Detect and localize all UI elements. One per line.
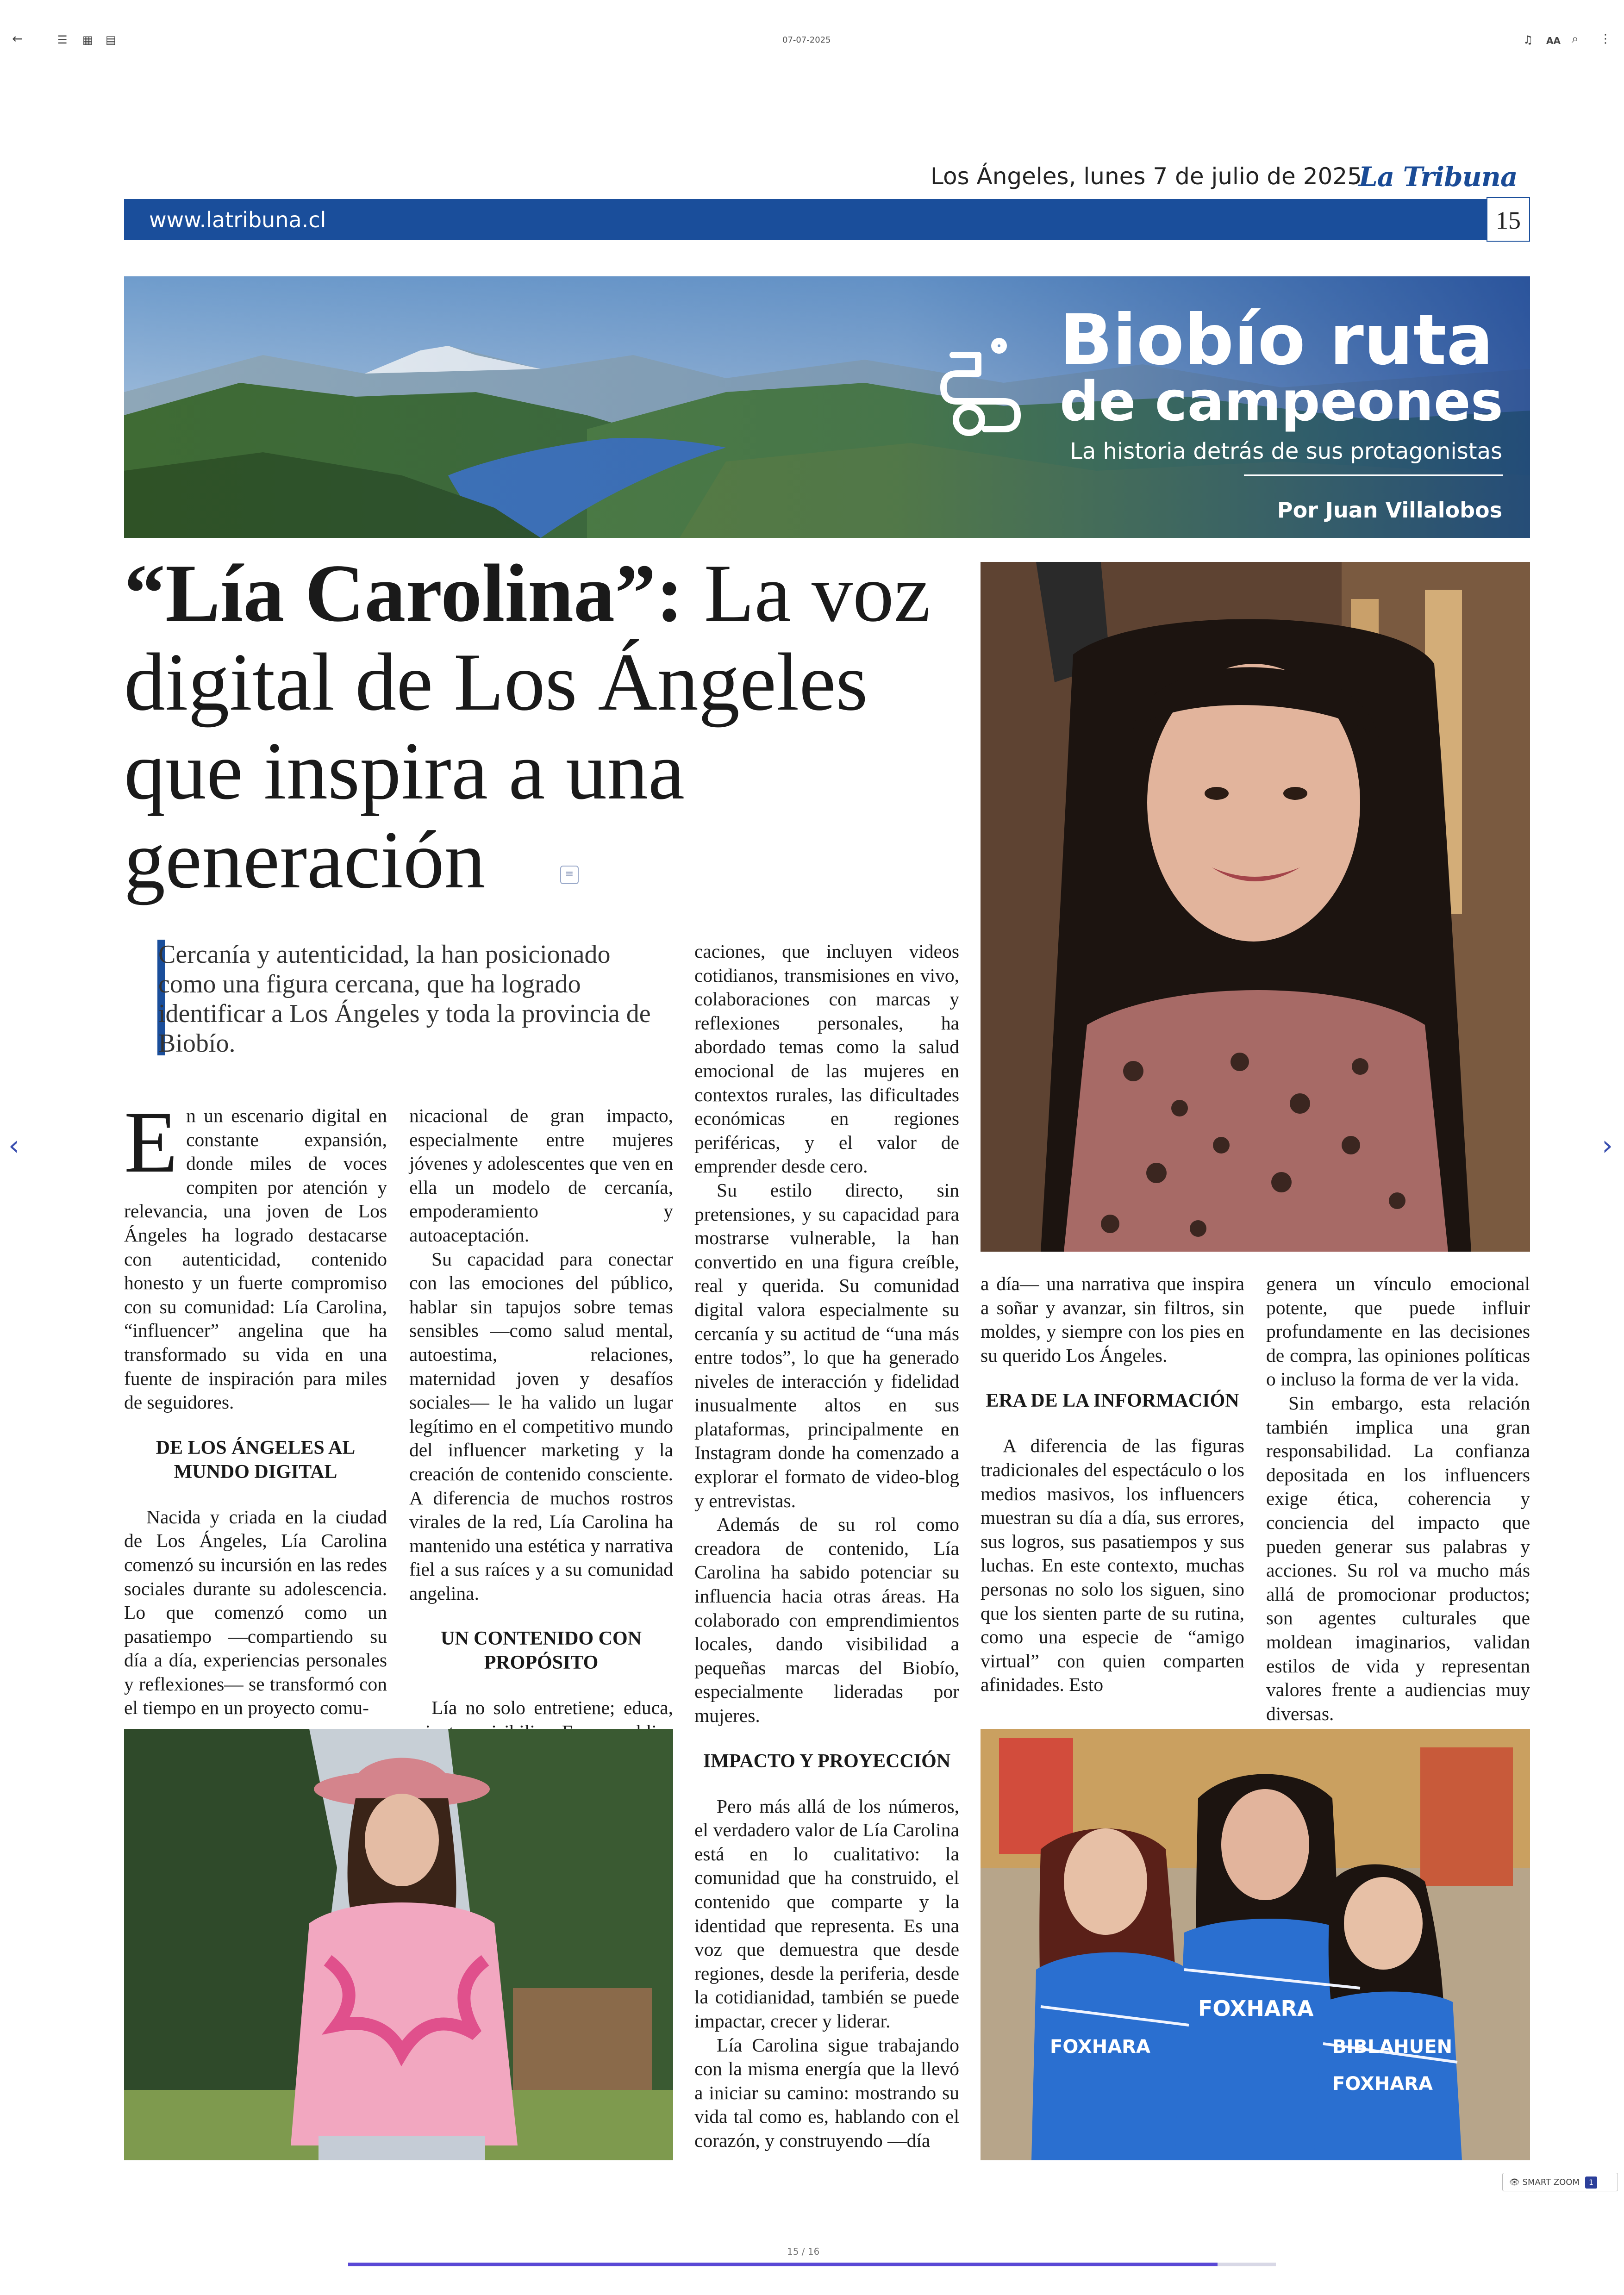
eye-icon: 👁 — [1509, 2177, 1520, 2187]
jersey-text: FOXHARA — [1332, 2073, 1433, 2095]
headline-rest: La voz digital de Los Ángeles que inspira a una generación — [124, 547, 931, 905]
reading-progress-fill — [348, 2263, 1218, 2266]
subheading-contenido-proposito: UN CONTENIDO CON PROPÓSITO — [440, 1628, 642, 1674]
article-headline — [124, 549, 948, 904]
newspaper-logo: La Tribuna — [1359, 161, 1518, 193]
portrait-photo — [981, 562, 1530, 1252]
column-2-paragraph-3: Lía no solo entretiene; educa, — [431, 1697, 673, 1719]
more-vertical-icon[interactable]: ⋮ — [1599, 32, 1612, 46]
subheading-impacto: IMPACTO Y PROYECCIÓN — [703, 1750, 951, 1772]
calendar-icon[interactable]: ▤ — [106, 33, 116, 46]
banner-subtitle: La historia detrás de sus protagonistas — [1070, 438, 1502, 464]
banner-title-line2: de campeones — [1060, 369, 1503, 433]
section-banner — [124, 276, 1530, 538]
header-bar — [124, 199, 1487, 240]
article-lead: Cercanía y autenticidad, la han posicionado como una figura cercana, que ha logrado identificar a Los Ángeles y toda la provincia de Biobío. — [158, 940, 651, 1058]
column-4-paragraph-1: a día— una narrativa que inspira a soñar y avanzar, sin filtros, sin moldes, y siempre con los pies en su querido Los Ángeles. — [981, 1273, 1244, 1366]
note-icon[interactable]: ≡ — [560, 866, 579, 884]
prev-page-icon[interactable]: ‹ — [8, 1129, 19, 1162]
search-icon[interactable]: ⌕ — [1572, 32, 1579, 46]
article-column-2 — [409, 1104, 673, 1744]
grid-icon[interactable]: ▦ — [82, 33, 93, 46]
column-3-paragraph-1: caciones, que incluyen videos cotidianos, transmisiones en vivo, colaboraciones con marcas y reflexiones personales, ha abordado temas como la salud emocional de las mujeres en contextos rurales, las dificultades económicas en regiones periféricas, y el valor de emprender desde cero. — [694, 941, 959, 1177]
header-date: Los Ángeles, lunes 7 de julio de 2025 — [931, 163, 1362, 190]
list-icon[interactable]: ☰ — [57, 33, 68, 46]
page-number: 15 — [1487, 197, 1530, 242]
column-5-paragraph-1: genera un vínculo emocional potente, que puede influir profundamente en las decisiones de compra, las opiniones políticas o incluso la forma de ver la vida. — [1266, 1273, 1530, 1390]
group-photo — [981, 1729, 1530, 2160]
viewer-date: 07-07-2025 — [782, 35, 831, 45]
article-column-1 — [124, 1094, 387, 1720]
headphones-icon[interactable]: ♫ — [1523, 33, 1533, 46]
page-counter: 15 / 16 — [787, 2246, 820, 2257]
website-link[interactable]: www.latribuna.cl — [149, 207, 326, 232]
headline-name: “Lía Carolina”: — [124, 547, 684, 639]
banner-title — [1060, 300, 1503, 433]
column-2-paragraph-2: Su capacidad para conectar con las emociones del público, hablar sin tapujos sobre temas sensibles —como salud mental, autoestima, relaciones, maternidad joven y desafíos sociales— le ha valido un lugar legítimo en el competitivo mundo del influencer marketing y la creación de contenido consciente. A diferencia de muchos rostros virales de la red, Lía Carolina ha mantenido una estética y narrativa fiel a sus raíces y a su comunidad angelina. — [409, 1248, 673, 1604]
article-column-4 — [981, 1272, 1244, 1697]
column-3-paragraph-4: Pero más allá de los números, el verdadero valor de Lía Carolina está en lo cualitativo: la comunidad que ha construido, el contenido que comparte y la identidad que representa. Es una voz que demuestra que desde regiones, desde la periferia, desde la cotidianidad, también se puede impactar, crecer y liderar. — [694, 1795, 959, 2032]
column-1-paragraph-1 — [124, 1094, 387, 1415]
article-column-5 — [1266, 1272, 1530, 1726]
smart-zoom-label: SMART ZOOM — [1522, 2177, 1580, 2187]
column-3-paragraph-5: Lía Carolina sigue trabajando con la misma energía que la llevó a iniciar su camino: mostrando su vida tal como es, hablando con el corazón, y construyendo —día — [694, 2034, 959, 2151]
column-3-paragraph-3: Además de su rol como creadora de contenido, Lía Carolina ha sabido potenciar su influencia hacia otras áreas. Ha colaborado con emprendimientos locales, dando visibilidad a pequeñas marcas del Biobío, especialmente lideradas por mujeres. — [694, 1514, 959, 1726]
sweater-photo — [124, 1729, 673, 2160]
jersey-text: BIBLAHUEN — [1332, 2036, 1453, 2058]
column-1-paragraph-1-text: n un escenario digital en constante expansión, donde miles de voces compiten por atención y relevancia, una joven de Los Ángeles ha logrado destacarse con autenticidad, contenido honesto y un fuerte compromiso con su comunidad: Lía Carolina, “influencer” angelina que ha transformado su vida en una fuente de inspiración para miles de seguidores. — [124, 1105, 387, 1413]
dropcap: E — [124, 1094, 178, 1191]
banner-divider — [1244, 474, 1503, 476]
font-size-icon[interactable]: AA — [1546, 35, 1561, 46]
article-column-3 — [694, 940, 959, 2153]
back-arrow-icon[interactable]: ← — [12, 31, 23, 46]
column-4-paragraph-2: A diferencia de las figuras tradicionales del espectáculo o los medios masivos, los influencers muestran su día a día, sus errores, sus logros, sus pasatiempos y sus luchas. En este contexto, muchas personas no solo los siguen, sino que los sienten parte de su rutina, como una especie de “amigo virtual” con quien comparten afinidades. Esto — [981, 1435, 1244, 1696]
column-1-paragraph-2: Nacida y criada en la ciudad de Los Ángeles, Lía Carolina comenzó su incursión en las redes sociales durante su adolescencia. Lo que comenzó como un pasatiempo —compartiendo su día a día, experiencias personales y reflexiones— se transformó con el tiempo en un proyecto comu- — [124, 1506, 387, 1719]
subheading-era-informacion: ERA DE LA INFORMACIÓN — [986, 1390, 1239, 1412]
jersey-text: FOXHARA — [1050, 2036, 1150, 2058]
banner-title-line1: Biobío ruta — [1060, 300, 1493, 380]
smart-zoom-button[interactable] — [1502, 2173, 1618, 2191]
column-3-paragraph-2: Su estilo directo, sin pretensiones, y su capacidad para mostrarse vulnerable, la han convertido en una figura creíble, real y querida. Su comunidad digital valora especialmente su cercanía y su actitud de “una más entre todos”, lo que ha generado niveles de interacción y fidelidad inusualmente altos en sus plataformas, principalmente en Instagram donde ha comenzado a explorar el formato de video-blog y entrevistas. — [694, 1179, 959, 1511]
jersey-text: FOXHARA — [1198, 1996, 1314, 2021]
subheading-de-los-angeles: DE LOS ÁNGELES AL MUNDO DIGITAL — [156, 1437, 356, 1483]
column-2-paragraph-1: nicacional de gran impacto, especialmente entre mujeres jóvenes y adolescentes que ven en ella un modelo de cercanía, empoderamiento y autoaceptación. — [409, 1105, 673, 1246]
next-page-icon[interactable]: › — [1602, 1129, 1613, 1162]
smart-zoom-badge: 1 — [1585, 2177, 1597, 2189]
banner-byline: Por Juan Villalobos — [1277, 498, 1502, 523]
column-5-paragraph-2: Sin embargo, esta relación también implica una gran responsabilidad. La confianza depositada en los influencers exige ética, coherencia y conciencia del impacto que pueden generar sus palabras y acciones. Su rol va mucho más allá de promocionar productos; son agentes culturales que moldean imaginarios, validan estilos de vida y representan valores frente a audiencias muy diversas. — [1266, 1392, 1530, 1724]
